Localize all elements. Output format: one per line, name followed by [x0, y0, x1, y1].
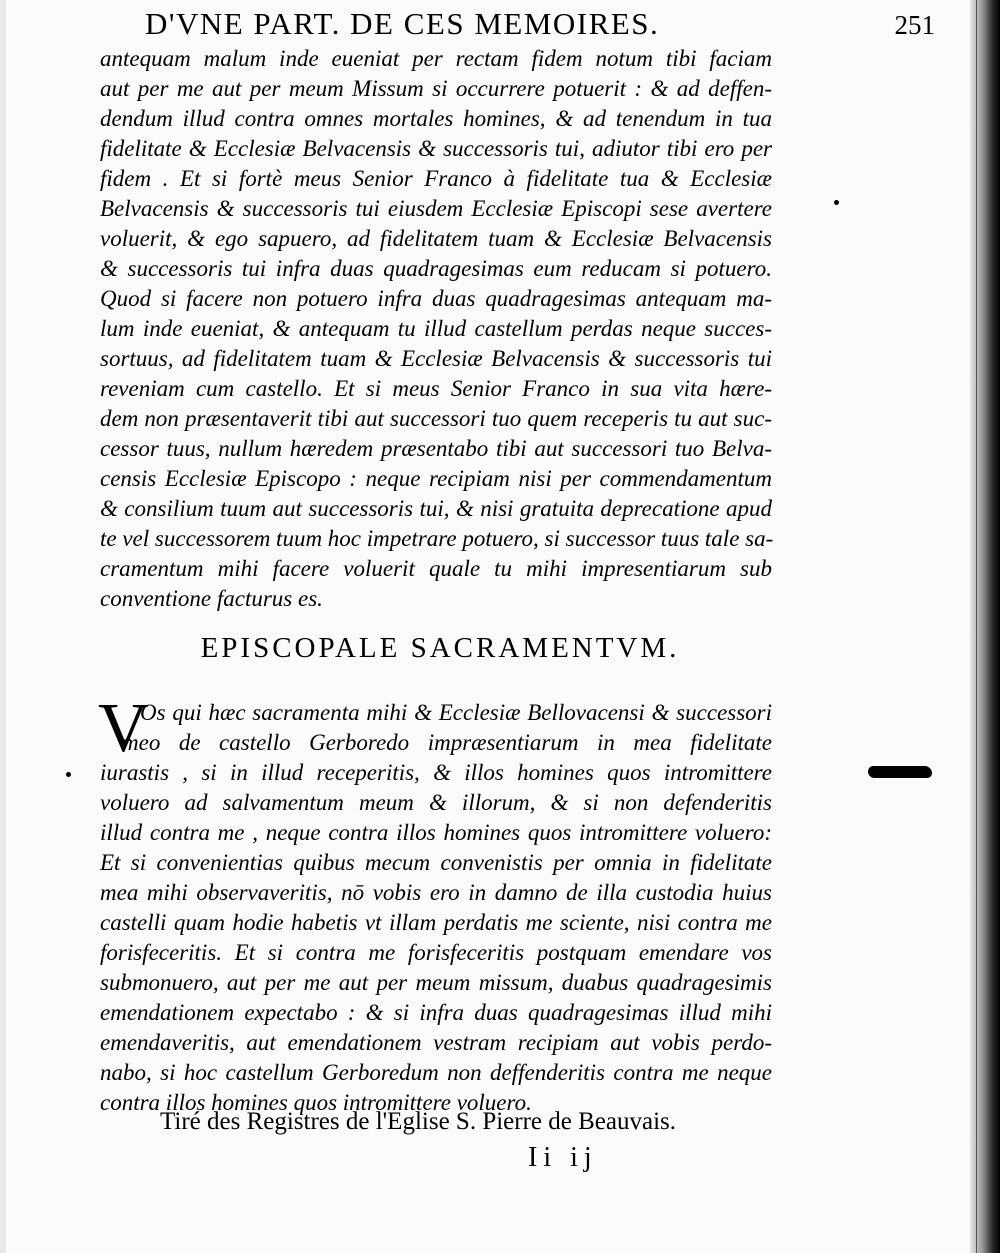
text-line: & successoris tui infra duas quadragesimas eum reducam si potuero. [100, 256, 772, 281]
text-line: cessor tuus, nullum hæredem præsentabo tibi aut successori tuo Belva- [100, 436, 772, 461]
text-line: emendationem expectabo : & si infra duas quadragesimas illud mihi [100, 1000, 772, 1025]
text-line: contra illos homines quos intromittere voluero. [100, 1090, 532, 1115]
text-line: forisfeceritis. Et si contra me forisfeceritis postquam emendare vos [100, 940, 772, 965]
text-line: iurastis , si in illud receperitis, & illos homines quos intromittere [100, 760, 772, 785]
page-number: 251 [894, 10, 935, 40]
paragraph-oath-vassal [100, 44, 772, 614]
text-line: fidem . Et si fortè meus Senior Franco à fidelitate tua & Ecclesiæ [100, 166, 772, 191]
text-line: voluero ad salvamentum meum & illorum, & si non defenderitis [100, 790, 772, 815]
text-line: conventione facturus es. [100, 586, 323, 611]
signature-mark: Ii ij [528, 1142, 598, 1173]
text-line: censis Ecclesiæ Episcopo : neque recipiam nisi per commendamentum [100, 466, 772, 491]
text-line: lum inde eueniat, & antequam tu illud castellum perdas neque succes- [100, 316, 772, 341]
page-binding-shadow [970, 0, 1000, 1253]
ink-dot-mark [66, 772, 71, 777]
text-line: castelli quam hodie habetis vt illam perdatis me sciente, nisi contra me [100, 910, 772, 935]
drop-cap: V [98, 690, 149, 767]
text-line: dem non præsentaverit tibi aut successori tuo quem receperis tu aut suc- [100, 406, 772, 431]
text-line: te vel successorem tuum hoc impetrare potuero, si successor tuus tale sa- [100, 526, 774, 551]
running-title: D'VNE PART. DE CES MEMOIRES. [145, 6, 660, 41]
text-line: dendum illud contra omnes mortales homines, & ad tenendum in tua [100, 106, 772, 131]
text-line: fidelitate & Ecclesiæ Belvacensis & successoris tui, adiutor tibi ero per [100, 136, 772, 161]
text-line: Et si convenientias quibus mecum convenistis per omnia in fidelitate [100, 850, 772, 875]
text-line: meo de castello Gerboredo impræsentiarum in mea fidelitate [122, 730, 772, 755]
paragraph-episcopal-oath [98, 690, 772, 1118]
text-line: voluerit, & ego sapuero, ad fidelitatem tuam & Ecclesiæ Belvacensis [100, 226, 772, 251]
text-line: submonuero, aut per me aut per meum missum, duabus quadragesimis [100, 970, 772, 995]
text-line: & consilium tuum aut successoris tui, & nisi gratuita deprecatione apud [100, 496, 772, 521]
text-line: aut per me aut per meum Missum si occurrere potuerit : & ad deffen- [100, 76, 772, 101]
running-header [145, 6, 935, 46]
text-line: emendaveritis, aut emendationem vestram recipiam aut vobis perdo- [100, 1030, 772, 1055]
section-heading: EPISCOPALE SACRAMENTVM. [200, 632, 680, 664]
text-line: illud contra me , neque contra illos homines quos intromittere voluero: [100, 820, 772, 845]
source-citation: Tiré des Registres de l'Eglise S. Pierre de Beauvais. [160, 1108, 676, 1135]
page-left-edge [0, 0, 6, 1253]
text-line: antequam malum inde eueniat per rectam fidem notum tibi faciam [100, 46, 772, 71]
text-line: Belvacensis & successoris tui eiusdem Ecclesiæ Episcopi sese avertere [100, 196, 772, 221]
text-line: mea mihi observaveritis, nō vobis ero in damno de illa custodia huius [100, 880, 772, 905]
text-line: Os qui hæc sacramenta mihi & Ecclesiæ Bellovacensi & successori [140, 700, 772, 725]
text-line: Quod si facere non potuero infra duas quadragesimas antequam ma- [100, 286, 772, 311]
text-line: reveniam cum castello. Et si meus Senior Franco in sua vita hære- [100, 376, 772, 401]
text-line: nabo, si hoc castellum Gerboredum non deffenderitis contra me neque [100, 1060, 772, 1085]
ink-dot-mark [834, 200, 839, 205]
text-line: cramentum mihi facere voluerit quale tu mihi impresentiarum sub [100, 556, 772, 581]
text-line: sortuus, ad fidelitatem tuam & Ecclesiæ Belvacensis & successoris tui [100, 346, 772, 371]
ink-blot-mark [868, 766, 932, 778]
